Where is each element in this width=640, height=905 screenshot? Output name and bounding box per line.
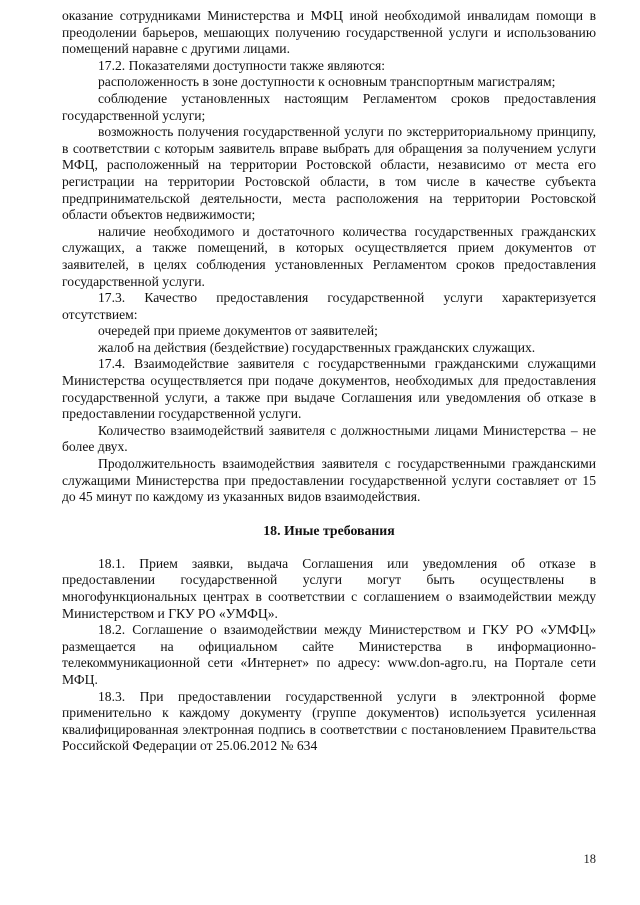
document-page [62,8,596,755]
paragraph: наличие необходимого и достаточного количества государственных гражданских служащих, а также помещений, в которых осуществляется прием документов от заявителей, в целях соблюдения установленных Регламентом сроков предоставления государственной услуги. [62,223,596,289]
paragraph: 17.2. Показателями доступности также являются: [98,57,386,73]
paragraph: расположенность в зоне доступности к основным транспортным магистралям; [98,74,556,90]
section-heading: 18. Иные требования [263,522,395,538]
paragraph: оказание сотрудниками Министерства и МФЦ иной необходимой инвалидам помощи в преодолении барьеров, мешающих получению государственной услуги и использованию помещений наравне с другими лицами. [62,8,596,57]
page-number: 18 [583,852,596,866]
paragraph: 18.1. Прием заявки, выдача Соглашения или уведомления об отказе в предоставлении государственной услуги могут быть осуществлены в многофункциональных центрах в соответствии с соглашением о взаимодействии между Министерством и ГКУ РО «УМФЦ». [62,555,596,621]
paragraph: 18.2. Соглашение о взаимодействии между Министерством и ГКУ РО «УМФЦ» размещается на официальном сайте Министерства в информационно-телекоммуникационной сети «Интернет» по адресу: www.don-agro.ru, на Портале сети МФЦ. [62,622,596,687]
paragraph: возможность получения государственной услуги по экстерриториальному принципу, в соответствии с которым заявитель вправе выбрать для обращения за получением услуги МФЦ, расположенный на территории Ростовской области, независимо от места его регистрации на территории Ростовской области, в том числе в качестве субъекта предпринимательской деятельности, места расположения на территории Ростовской области объектов недвижимости; [62,124,596,223]
paragraph: Продолжительность взаимодействия заявителя с государственными гражданскими служащими Министерства при предоставлении государственной услуги составляет от 15 до 45 минут по каждому из указанных видов взаимодействия. [62,456,596,505]
paragraph: Количество взаимодействий заявителя с должностными лицами Министерства – не более двух. [62,422,596,455]
paragraph: соблюдение установленных настоящим Регламентом сроков предоставления государственной услуги; [62,90,596,123]
paragraph: жалоб на действия (бездействие) государственных гражданских служащих. [98,339,536,355]
paragraph: 17.4. Взаимодействие заявителя с государственными гражданскими служащими Министерства осуществляется при подаче документов, необходимых для предоставления государственной услуги, а также при выдаче Соглашения или уведомления об отказе в предоставлении государственной услуги. [62,356,596,422]
paragraph: очередей при приеме документов от заявителей; [98,323,378,339]
paragraph: 18.3. При предоставлении государственной услуги в электронной форме применительно к каждому документу (группе документов) используется усиленная квалифицированная электронная подпись в соответствии с постановлением Правительства Российской Федерации от 25.06.2012 № 634 [62,688,596,754]
paragraph: 17.3. Качество предоставления государственной услуги характеризуется отсутствием: [62,290,596,322]
